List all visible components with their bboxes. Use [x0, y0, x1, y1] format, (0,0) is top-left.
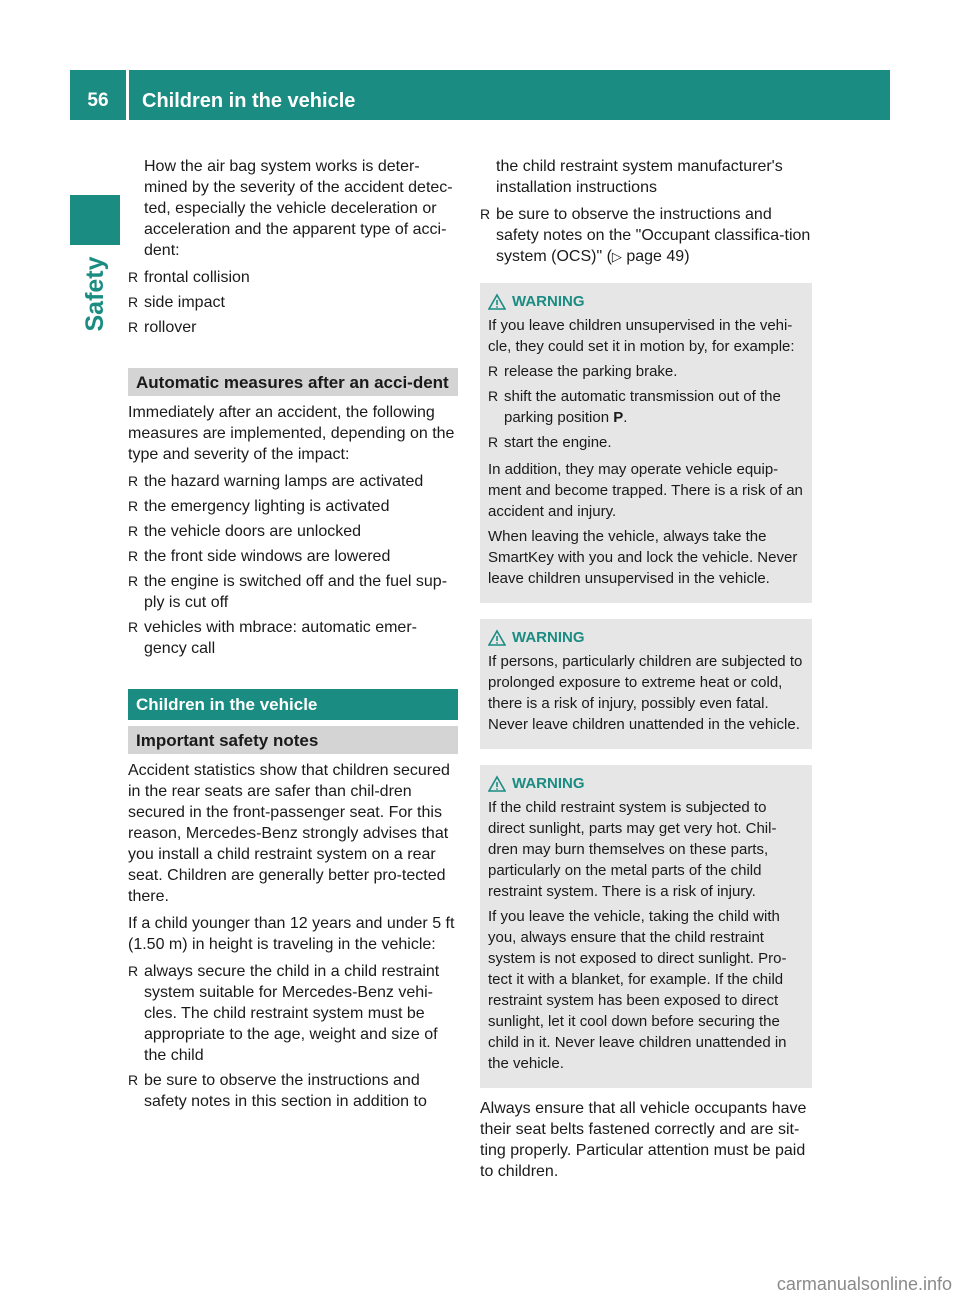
list-item: R the vehicle doors are unlocked — [128, 521, 458, 542]
right-column — [480, 156, 812, 1188]
list-item: R always secure the child in a child restraint system suitable for Mercedes-Benz vehi-cles. The child restraint system must be appropriate to the age, weight and size of the child — [128, 961, 458, 1066]
warning-triangle-icon — [488, 775, 512, 793]
header-divider — [126, 70, 129, 120]
list-item — [488, 386, 804, 428]
warning-label: WARNING — [512, 629, 585, 646]
list-item — [480, 204, 812, 267]
page-title: Children in the vehicle — [142, 90, 356, 112]
warning-box-temperature — [480, 619, 812, 749]
list-item: R start the engine. — [488, 432, 804, 453]
warning-triangle-icon — [488, 293, 512, 311]
list-item-text: shift the automatic transmission out of the parking position — [504, 388, 781, 426]
side-tab-marker — [70, 195, 120, 245]
list-item: R the hazard warning lamps are activated — [128, 471, 458, 492]
continued-text: the child restraint system manufacturer's installation instructions — [496, 158, 783, 196]
gear-position: P — [613, 409, 624, 426]
page-ref[interactable]: page 49) — [621, 248, 690, 265]
warning-paragraph: When leaving the vehicle, always take the SmartKey with you and lock the vehicle. Never leave children unsupervised in the vehicle. — [488, 528, 798, 587]
intro-paragraph: How the air bag system works is deter-mined by the severity of the accident detec-ted, especially the vehicle deceleration or acceleration and the apparent type of acci-dent: — [144, 158, 453, 259]
ocs-item-text: be sure to observe the instructions and safety notes on the "Occupant classifica-tion system (OCS)" ( — [496, 206, 811, 265]
warning-paragraph: If you leave children unsupervised in the vehi-cle, they could set it in motion by, for example: — [488, 317, 795, 355]
warning-label: WARNING — [512, 775, 585, 792]
warning-title — [488, 629, 804, 647]
safety-notes-heading: Important safety notes — [128, 726, 458, 754]
list-item-end: . — [623, 409, 628, 426]
list-item: R be sure to observe the instructions and safety notes in this section in addition to — [128, 1070, 458, 1112]
list-item: R frontal collision — [128, 267, 458, 288]
watermark: carmanualsonline.info — [776, 1274, 952, 1294]
automatic-measures-heading: Automatic measures after an acci-dent — [128, 368, 458, 396]
list-item: R the front side windows are lowered — [128, 546, 458, 567]
list-item: R rollover — [128, 317, 458, 338]
final-paragraph: Always ensure that all vehicle occupants have their seat belts fastened correctly and are sit-ting properly. Particular attention must be paid to children. — [480, 1100, 807, 1180]
safety-list — [128, 961, 458, 1112]
left-column — [128, 156, 458, 1118]
list-item: R the emergency lighting is activated — [128, 496, 458, 517]
safety-paragraph-2: If a child younger than 12 years and under 5 ft (1.50 m) in height is traveling in the vehicle: — [128, 915, 455, 953]
automatic-measures-list — [128, 471, 458, 659]
warning-paragraph: If you leave the vehicle, taking the child with you, always ensure that the child restraint system is not exposed to direct sunlight. Pro-tect it with a blanket, for example. If the child restraint system has been exposed to direct sunlight, let it cool down before securing the child in it. Never leave children unattended in the vehicle. — [488, 908, 787, 1072]
intro-list — [128, 267, 458, 338]
warning-list — [488, 361, 804, 453]
list-item: R vehicles with mbrace: automatic emer-gency call — [128, 617, 458, 659]
ocs-list — [480, 204, 812, 267]
page-number: 56 — [87, 90, 109, 111]
list-item: R release the parking brake. — [488, 361, 804, 382]
list-item: R side impact — [128, 292, 458, 313]
automatic-measures-paragraph: Immediately after an accident, the following measures are implemented, depending on the type and severity of the impact: — [128, 404, 455, 463]
warning-paragraph: In addition, they may operate vehicle equip-ment and become trapped. There is a risk of an accident and injury. — [488, 461, 803, 520]
children-section-heading: Children in the vehicle — [128, 689, 458, 720]
warning-triangle-icon — [488, 629, 512, 647]
side-tab-label: Safety — [80, 256, 109, 332]
warning-paragraph: If persons, particularly children are subjected to prolonged exposure to extreme heat or cold, there is a risk of injury, possibly even fatal. Never leave children unattended in the vehicle. — [488, 653, 803, 733]
warning-box-sunlight — [480, 765, 812, 1088]
warning-title — [488, 775, 804, 793]
warning-paragraph: If the child restraint system is subjected to direct sunlight, parts may get very hot. Chil-dren may burn themselves on these parts, particularly on the metal parts of the child restraint system. There is a risk of injury. — [488, 799, 777, 900]
warning-label: WARNING — [512, 293, 585, 310]
safety-paragraph-1: Accident statistics show that children secured in the rear seats are safer than chil-dren secured in the front-passenger seat. For this reason, Mercedes-Benz strongly advises that you install a child restraint system on a rear seat. Children are generally better pro-tected there. — [128, 762, 450, 905]
warning-box-unsupervised — [480, 283, 812, 603]
list-item: R the engine is switched off and the fuel sup-ply is cut off — [128, 571, 458, 613]
warning-title — [488, 293, 804, 311]
page-ref-arrow-icon: ▷ — [611, 249, 622, 264]
